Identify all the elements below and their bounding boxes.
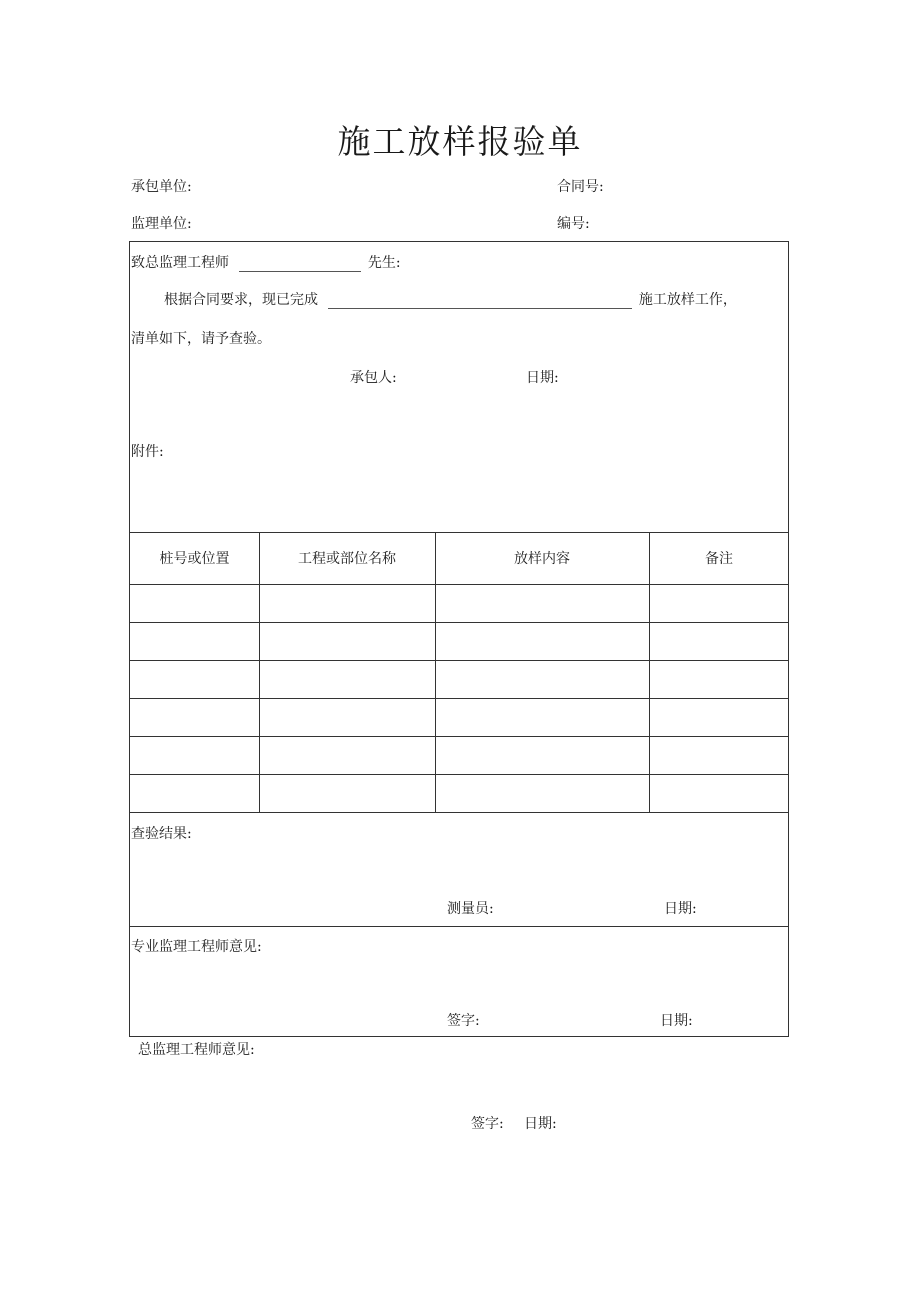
request-date-label: 日期: [526, 370, 559, 386]
surveyor-label: 测量员: [447, 901, 494, 917]
addressee-suffix: 先生: [367, 255, 401, 271]
table-header-layout-content: 放样内容 [514, 551, 570, 567]
table-header-divider [130, 584, 788, 585]
addressee-prefix: 致总监理工程师 [131, 255, 229, 271]
table-row-divider [130, 774, 788, 775]
supervision-unit-label: 监理单位: [131, 216, 192, 232]
table-row-divider [130, 698, 788, 699]
contractor-signature-label: 承包人: [350, 370, 397, 386]
table-header-work-name: 工程或部位名称 [298, 551, 396, 567]
request-body-line [164, 291, 737, 309]
request-body-line2: 清单如下，请予查验。 [131, 331, 271, 347]
chief-sign-label: 签字: [471, 1116, 504, 1132]
table-column-divider [649, 532, 650, 812]
table-row-divider [130, 622, 788, 623]
table-row-divider [130, 660, 788, 661]
serial-no-label: 编号: [557, 216, 590, 232]
table-header-station: 桩号或位置 [159, 551, 230, 567]
specialist-date-label: 日期: [660, 1013, 693, 1029]
engineer-name-field[interactable] [239, 257, 361, 272]
table-column-divider [435, 532, 436, 812]
table-row-divider [130, 736, 788, 737]
specialist-sign-label: 签字: [447, 1013, 480, 1029]
contract-no-label: 合同号: [557, 179, 604, 195]
table-header-remarks: 备注 [705, 551, 733, 567]
inspection-result-label: 查验结果: [131, 826, 192, 842]
chief-date-label: 日期: [524, 1116, 557, 1132]
specialist-opinion-label: 专业监理工程师意见: [131, 939, 262, 955]
section-divider [130, 532, 788, 533]
table-bottom-divider [130, 812, 788, 813]
section-divider [130, 926, 788, 927]
completed-work-field[interactable] [328, 294, 632, 309]
page-title: 施工放样报验单 [337, 122, 583, 161]
request-body-suffix: 施工放样工作， [638, 292, 737, 308]
addressee-line [131, 254, 401, 272]
chief-opinion-label: 总监理工程师意见: [138, 1042, 255, 1058]
attachment-label: 附件: [131, 444, 164, 460]
inspection-date-label: 日期: [664, 901, 697, 917]
request-body-prefix: 根据合同要求，现已完成 [164, 292, 318, 308]
contractor-unit-label: 承包单位: [131, 179, 192, 195]
table-column-divider [259, 532, 260, 812]
